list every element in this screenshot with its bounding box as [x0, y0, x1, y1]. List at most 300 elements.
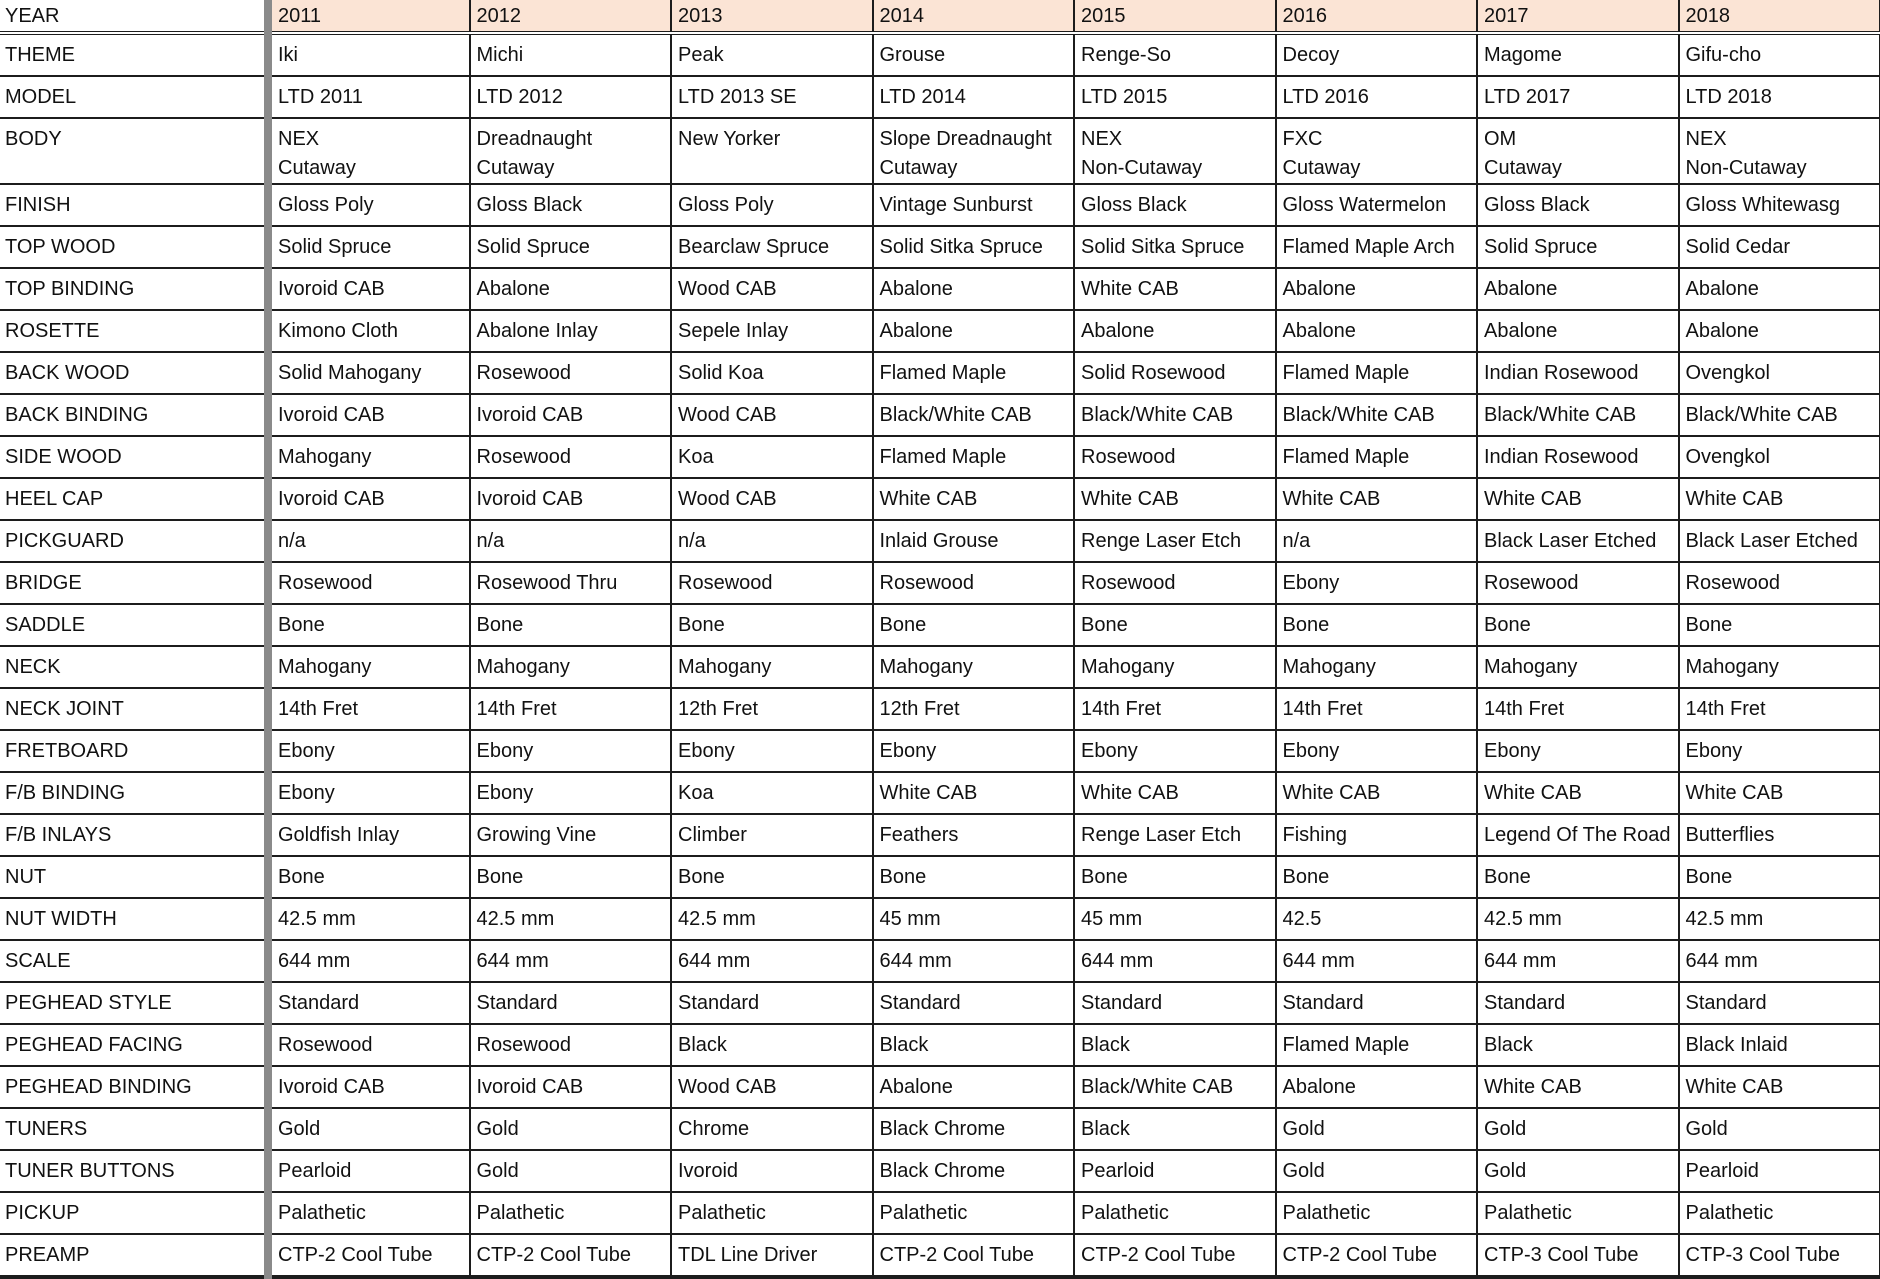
spec-cell: Ebony — [470, 772, 672, 814]
spec-cell: CTP-2 Cool Tube — [873, 1234, 1075, 1277]
row-label: SIDE WOOD — [0, 436, 268, 478]
spec-row — [0, 478, 1880, 520]
spec-cell: Gloss Black — [1074, 184, 1276, 226]
spec-cell: Bone — [1477, 856, 1679, 898]
spec-cell: Gold — [1276, 1150, 1478, 1192]
spec-cell: Palathetic — [1276, 1192, 1478, 1234]
spec-cell: White CAB — [1477, 478, 1679, 520]
spec-cell: 644 mm — [470, 940, 672, 982]
row-label: ROSETTE — [0, 310, 268, 352]
spec-cell: 14th Fret — [1477, 688, 1679, 730]
spec-cell: Black/White CAB — [1477, 394, 1679, 436]
spec-cell: White CAB — [1276, 478, 1478, 520]
spec-cell: Bone — [671, 856, 873, 898]
spec-cell: 45 mm — [873, 898, 1075, 940]
spec-cell-line: Cutaway — [1283, 154, 1471, 183]
spec-cell: CTP-3 Cool Tube — [1679, 1234, 1880, 1277]
spec-cell: CTP-2 Cool Tube — [1074, 1234, 1276, 1277]
spec-row — [0, 226, 1880, 268]
spec-cell: LTD 2012 — [470, 76, 672, 118]
spec-cell: Mahogany — [1679, 646, 1880, 688]
spec-cell: Standard — [1074, 982, 1276, 1024]
spec-cell: Rosewood — [1074, 436, 1276, 478]
spec-cell-line: NEX — [278, 125, 463, 154]
spec-row — [0, 856, 1880, 898]
spec-cell: Ebony — [1074, 730, 1276, 772]
spec-cell — [873, 118, 1075, 184]
spec-cell: Abalone — [1477, 310, 1679, 352]
spec-cell: 14th Fret — [470, 688, 672, 730]
spec-cell: Palathetic — [873, 1192, 1075, 1234]
spec-cell: 644 mm — [1276, 940, 1478, 982]
spec-cell: Abalone — [1074, 310, 1276, 352]
spec-cell: Pearloid — [1074, 1150, 1276, 1192]
spec-cell: 12th Fret — [873, 688, 1075, 730]
spec-cell: 42.5 — [1276, 898, 1478, 940]
row-label: FINISH — [0, 184, 268, 226]
header-row — [0, 0, 1880, 33]
spec-row — [0, 1066, 1880, 1108]
spec-cell — [1679, 118, 1880, 184]
spec-cell: Rosewood — [268, 1024, 470, 1066]
spec-cell-line: Dreadnaught — [477, 125, 665, 154]
spec-cell: Standard — [873, 982, 1075, 1024]
spec-cell-line: NEX — [1686, 125, 1874, 154]
spec-cell: Bone — [268, 604, 470, 646]
spec-row — [0, 730, 1880, 772]
spec-cell — [1074, 118, 1276, 184]
spec-cell: Standard — [671, 982, 873, 1024]
spec-row — [0, 394, 1880, 436]
spec-cell: Ebony — [1276, 562, 1478, 604]
row-label: PEGHEAD STYLE — [0, 982, 268, 1024]
row-label: THEME — [0, 33, 268, 76]
row-label: MODEL — [0, 76, 268, 118]
spec-row — [0, 1108, 1880, 1150]
spec-cell: White CAB — [873, 772, 1075, 814]
spec-cell: Gloss Black — [470, 184, 672, 226]
spec-cell: Black Chrome — [873, 1108, 1075, 1150]
spec-cell: Abalone — [1276, 310, 1478, 352]
spec-cell: Abalone — [1679, 310, 1880, 352]
spec-cell-line: Cutaway — [278, 154, 463, 183]
spec-cell: Abalone Inlay — [470, 310, 672, 352]
spec-cell: 14th Fret — [268, 688, 470, 730]
spec-cell: 644 mm — [671, 940, 873, 982]
spec-cell: Gloss Watermelon — [1276, 184, 1478, 226]
spec-cell: Koa — [671, 772, 873, 814]
spec-cell: 644 mm — [1679, 940, 1880, 982]
spec-cell: Abalone — [1679, 268, 1880, 310]
spec-cell: Solid Spruce — [470, 226, 672, 268]
year-cell: 2012 — [470, 0, 672, 33]
spec-cell: Gold — [1477, 1108, 1679, 1150]
spec-cell: Black Inlaid — [1679, 1024, 1880, 1066]
spec-cell: Ivoroid CAB — [470, 394, 672, 436]
spec-cell: Black Laser Etched — [1679, 520, 1880, 562]
spec-cell: 644 mm — [873, 940, 1075, 982]
spec-cell: Wood CAB — [671, 394, 873, 436]
spec-cell: Flamed Maple — [1276, 1024, 1478, 1066]
spec-row — [0, 940, 1880, 982]
spec-cell: 644 mm — [1477, 940, 1679, 982]
spec-cell: LTD 2017 — [1477, 76, 1679, 118]
spec-cell: Rosewood — [470, 436, 672, 478]
spec-cell: Solid Koa — [671, 352, 873, 394]
spec-row — [0, 562, 1880, 604]
year-cell: 2013 — [671, 0, 873, 33]
row-label: BRIDGE — [0, 562, 268, 604]
spec-cell: Gold — [470, 1150, 672, 1192]
spec-cell: Palathetic — [268, 1192, 470, 1234]
spec-cell: TDL Line Driver — [671, 1234, 873, 1277]
spec-cell: Abalone — [873, 268, 1075, 310]
spec-cell: Ebony — [671, 730, 873, 772]
row-label: TUNER BUTTONS — [0, 1150, 268, 1192]
spec-cell: Renge-So — [1074, 33, 1276, 76]
year-cell: 2017 — [1477, 0, 1679, 33]
row-label: HEEL CAP — [0, 478, 268, 520]
spec-cell: Solid Spruce — [1477, 226, 1679, 268]
header-label-cell: YEAR — [0, 0, 268, 33]
spec-cell: Standard — [1477, 982, 1679, 1024]
row-label: NUT — [0, 856, 268, 898]
spec-cell: Vintage Sunburst — [873, 184, 1075, 226]
spec-cell: Abalone — [1276, 268, 1478, 310]
spec-cell: Goldfish Inlay — [268, 814, 470, 856]
spec-cell: 42.5 mm — [671, 898, 873, 940]
spec-row — [0, 814, 1880, 856]
spec-cell: LTD 2014 — [873, 76, 1075, 118]
spec-cell: Solid Sitka Spruce — [873, 226, 1075, 268]
spec-cell: 644 mm — [1074, 940, 1276, 982]
spec-cell: Black Chrome — [873, 1150, 1075, 1192]
row-label: TOP BINDING — [0, 268, 268, 310]
spec-cell-line: Slope Dreadnaught — [880, 125, 1068, 154]
row-label: SADDLE — [0, 604, 268, 646]
spec-cell: Standard — [470, 982, 672, 1024]
row-label: NECK — [0, 646, 268, 688]
spec-cell: Flamed Maple — [873, 436, 1075, 478]
spec-row — [0, 520, 1880, 562]
row-label: BACK BINDING — [0, 394, 268, 436]
spec-cell: Rosewood — [873, 562, 1075, 604]
spec-cell: Sepele Inlay — [671, 310, 873, 352]
spec-cell: Renge Laser Etch — [1074, 520, 1276, 562]
spec-row — [0, 436, 1880, 478]
spec-cell: 12th Fret — [671, 688, 873, 730]
spec-cell: Ivoroid — [671, 1150, 873, 1192]
spec-cell — [470, 118, 672, 184]
spec-cell: Wood CAB — [671, 268, 873, 310]
spec-cell — [1477, 118, 1679, 184]
spec-cell — [671, 118, 873, 184]
row-label: PICKUP — [0, 1192, 268, 1234]
spec-cell: Gold — [1276, 1108, 1478, 1150]
spec-cell: Standard — [1679, 982, 1880, 1024]
spec-cell: 14th Fret — [1074, 688, 1276, 730]
spec-cell: Palathetic — [1477, 1192, 1679, 1234]
spec-cell-line: NEX — [1081, 125, 1269, 154]
row-label: NECK JOINT — [0, 688, 268, 730]
spec-cell: LTD 2018 — [1679, 76, 1880, 118]
spec-cell: Bone — [671, 604, 873, 646]
spec-row — [0, 772, 1880, 814]
spec-cell: Climber — [671, 814, 873, 856]
spec-cell: Ebony — [268, 772, 470, 814]
spec-cell: Bone — [1276, 856, 1478, 898]
spec-cell: 42.5 mm — [1477, 898, 1679, 940]
year-cell: 2014 — [873, 0, 1075, 33]
spec-cell: 42.5 mm — [470, 898, 672, 940]
spec-cell: Peak — [671, 33, 873, 76]
spec-cell: Rosewood Thru — [470, 562, 672, 604]
spec-cell-line: Cutaway — [477, 154, 665, 183]
spec-cell: Bone — [1477, 604, 1679, 646]
spec-cell: White CAB — [1477, 1066, 1679, 1108]
row-label: PEGHEAD BINDING — [0, 1066, 268, 1108]
spec-row — [0, 352, 1880, 394]
spec-cell: Black — [1074, 1024, 1276, 1066]
spec-cell: Bone — [470, 856, 672, 898]
spec-cell: Renge Laser Etch — [1074, 814, 1276, 856]
row-label: FRETBOARD — [0, 730, 268, 772]
spec-cell: Rosewood — [1679, 562, 1880, 604]
spec-cell: Mahogany — [268, 436, 470, 478]
spec-cell: Ivoroid CAB — [268, 478, 470, 520]
spec-cell: Mahogany — [470, 646, 672, 688]
spec-cell: Standard — [268, 982, 470, 1024]
spec-cell: Flamed Maple — [1276, 436, 1478, 478]
spec-cell: Decoy — [1276, 33, 1478, 76]
spec-cell: Growing Vine — [470, 814, 672, 856]
spec-cell: 644 mm — [268, 940, 470, 982]
spec-row — [0, 268, 1880, 310]
spec-cell: Mahogany — [671, 646, 873, 688]
spec-cell: Abalone — [470, 268, 672, 310]
spec-cell: White CAB — [1679, 478, 1880, 520]
spec-cell: Black/White CAB — [1276, 394, 1478, 436]
spec-cell: Black/White CAB — [1074, 1066, 1276, 1108]
spec-cell: Rosewood — [1477, 562, 1679, 604]
spec-cell: Ebony — [1679, 730, 1880, 772]
spec-row — [0, 604, 1880, 646]
spec-cell: Fishing — [1276, 814, 1478, 856]
row-label: PICKGUARD — [0, 520, 268, 562]
row-label: TOP WOOD — [0, 226, 268, 268]
spec-cell: White CAB — [1679, 1066, 1880, 1108]
spec-cell: Indian Rosewood — [1477, 352, 1679, 394]
spec-cell: Bone — [1276, 604, 1478, 646]
spec-cell: Gold — [470, 1108, 672, 1150]
spec-cell: Rosewood — [671, 562, 873, 604]
spec-cell: Ebony — [873, 730, 1075, 772]
spec-row — [0, 184, 1880, 226]
spec-cell-line: OM — [1484, 125, 1672, 154]
spec-cell: Abalone — [1276, 1066, 1478, 1108]
spec-row — [0, 1234, 1880, 1277]
row-label: BACK WOOD — [0, 352, 268, 394]
spec-cell: Gold — [268, 1108, 470, 1150]
spec-cell: Flamed Maple — [873, 352, 1075, 394]
spec-cell: Bone — [1074, 856, 1276, 898]
spec-cell: Abalone — [873, 310, 1075, 352]
spec-cell: Gifu-cho — [1679, 33, 1880, 76]
spec-cell: Grouse — [873, 33, 1075, 76]
spec-cell: n/a — [671, 520, 873, 562]
spec-cell: Wood CAB — [671, 1066, 873, 1108]
spec-cell: Rosewood — [268, 562, 470, 604]
spec-cell: Rosewood — [1074, 562, 1276, 604]
spec-cell: Inlaid Grouse — [873, 520, 1075, 562]
spec-cell: 42.5 mm — [268, 898, 470, 940]
spec-cell-line: Cutaway — [880, 154, 1068, 183]
spec-cell: CTP-2 Cool Tube — [1276, 1234, 1478, 1277]
row-label: F/B INLAYS — [0, 814, 268, 856]
spec-cell: Mahogany — [268, 646, 470, 688]
spec-cell: Solid Cedar — [1679, 226, 1880, 268]
spec-cell-line: Non-Cutaway — [1081, 154, 1269, 183]
spec-cell: LTD 2016 — [1276, 76, 1478, 118]
spec-cell: White CAB — [873, 478, 1075, 520]
spec-cell: n/a — [268, 520, 470, 562]
spec-cell: Chrome — [671, 1108, 873, 1150]
spec-cell: Abalone — [873, 1066, 1075, 1108]
spec-cell: White CAB — [1679, 772, 1880, 814]
spec-row — [0, 1150, 1880, 1192]
spec-row — [0, 982, 1880, 1024]
spec-cell: CTP-3 Cool Tube — [1477, 1234, 1679, 1277]
row-label: SCALE — [0, 940, 268, 982]
row-label: BODY — [0, 118, 268, 184]
spec-cell: Palathetic — [470, 1192, 672, 1234]
spec-row — [0, 310, 1880, 352]
spec-cell: Abalone — [1477, 268, 1679, 310]
spec-cell: Black — [1074, 1108, 1276, 1150]
spec-cell-line: FXC — [1283, 125, 1471, 154]
row-label: PEGHEAD FACING — [0, 1024, 268, 1066]
spec-cell: Gloss Whitewasg — [1679, 184, 1880, 226]
spec-cell-line: New Yorker — [678, 125, 866, 154]
year-cell: 2018 — [1679, 0, 1880, 33]
year-cell: 2015 — [1074, 0, 1276, 33]
spec-cell: Bone — [1074, 604, 1276, 646]
spec-cell: 14th Fret — [1679, 688, 1880, 730]
spec-cell: Mahogany — [1074, 646, 1276, 688]
spec-cell: Solid Spruce — [268, 226, 470, 268]
spec-cell: Gloss Poly — [268, 184, 470, 226]
spec-cell: Ivoroid CAB — [268, 394, 470, 436]
spec-cell: Michi — [470, 33, 672, 76]
spec-cell: Ovengkol — [1679, 436, 1880, 478]
spec-cell: Black/White CAB — [1074, 394, 1276, 436]
spec-cell: Bone — [873, 856, 1075, 898]
spec-cell: Black/White CAB — [873, 394, 1075, 436]
spec-cell: Feathers — [873, 814, 1075, 856]
spec-cell: Magome — [1477, 33, 1679, 76]
spec-cell: Gloss Black — [1477, 184, 1679, 226]
spec-cell: Palathetic — [1679, 1192, 1880, 1234]
spec-cell: Butterflies — [1679, 814, 1880, 856]
spec-cell: White CAB — [1074, 478, 1276, 520]
spec-cell: Bone — [873, 604, 1075, 646]
spec-cell: Ivoroid CAB — [268, 1066, 470, 1108]
spec-cell: Ivoroid CAB — [268, 268, 470, 310]
spec-row — [0, 33, 1880, 76]
spec-cell-line: Cutaway — [1484, 154, 1672, 183]
spec-cell: Gold — [1679, 1108, 1880, 1150]
spec-cell: White CAB — [1074, 268, 1276, 310]
spec-cell: Solid Mahogany — [268, 352, 470, 394]
spec-cell: Gold — [1477, 1150, 1679, 1192]
spec-cell: Standard — [1276, 982, 1478, 1024]
row-label: PREAMP — [0, 1234, 268, 1277]
spec-cell: Bone — [268, 856, 470, 898]
spec-cell: Ivoroid CAB — [470, 478, 672, 520]
spec-cell: Black — [671, 1024, 873, 1066]
spec-cell: 14th Fret — [1276, 688, 1478, 730]
spec-row — [0, 688, 1880, 730]
spec-cell: LTD 2013 SE — [671, 76, 873, 118]
spec-cell: Bearclaw Spruce — [671, 226, 873, 268]
year-cell: 2011 — [268, 0, 470, 33]
spec-cell: Gloss Poly — [671, 184, 873, 226]
spec-cell: Flamed Maple — [1276, 352, 1478, 394]
spec-cell: Ebony — [470, 730, 672, 772]
spec-cell: Kimono Cloth — [268, 310, 470, 352]
spec-cell: Black — [1477, 1024, 1679, 1066]
spec-cell: Ovengkol — [1679, 352, 1880, 394]
spec-cell: Bone — [1679, 856, 1880, 898]
row-label: TUNERS — [0, 1108, 268, 1150]
spec-cell-line: Non-Cutaway — [1686, 154, 1874, 183]
spec-cell: White CAB — [1276, 772, 1478, 814]
spec-cell: Palathetic — [671, 1192, 873, 1234]
spec-cell: Mahogany — [1276, 646, 1478, 688]
spec-row — [0, 118, 1880, 184]
row-label: F/B BINDING — [0, 772, 268, 814]
spec-cell: Rosewood — [470, 352, 672, 394]
spec-cell: Bone — [470, 604, 672, 646]
spec-cell: LTD 2011 — [268, 76, 470, 118]
spec-cell: Palathetic — [1074, 1192, 1276, 1234]
spec-cell: White CAB — [1074, 772, 1276, 814]
spec-cell: Ebony — [268, 730, 470, 772]
year-cell: 2016 — [1276, 0, 1478, 33]
spec-cell: Black — [873, 1024, 1075, 1066]
spec-cell — [268, 118, 470, 184]
spec-row — [0, 1192, 1880, 1234]
spec-cell: Iki — [268, 33, 470, 76]
spec-cell: Ebony — [1477, 730, 1679, 772]
spec-cell: Solid Rosewood — [1074, 352, 1276, 394]
spec-cell: Rosewood — [470, 1024, 672, 1066]
spec-row — [0, 898, 1880, 940]
spec-cell: n/a — [1276, 520, 1478, 562]
spec-cell: Mahogany — [873, 646, 1075, 688]
spec-cell: LTD 2015 — [1074, 76, 1276, 118]
spec-cell: Indian Rosewood — [1477, 436, 1679, 478]
spec-cell: Pearloid — [268, 1150, 470, 1192]
spec-cell: n/a — [470, 520, 672, 562]
spec-cell: 45 mm — [1074, 898, 1276, 940]
spec-cell: Black Laser Etched — [1477, 520, 1679, 562]
spec-cell: Ivoroid CAB — [470, 1066, 672, 1108]
spec-cell: 42.5 mm — [1679, 898, 1880, 940]
spec-cell: Black/White CAB — [1679, 394, 1880, 436]
spec-cell: Bone — [1679, 604, 1880, 646]
spec-row — [0, 646, 1880, 688]
